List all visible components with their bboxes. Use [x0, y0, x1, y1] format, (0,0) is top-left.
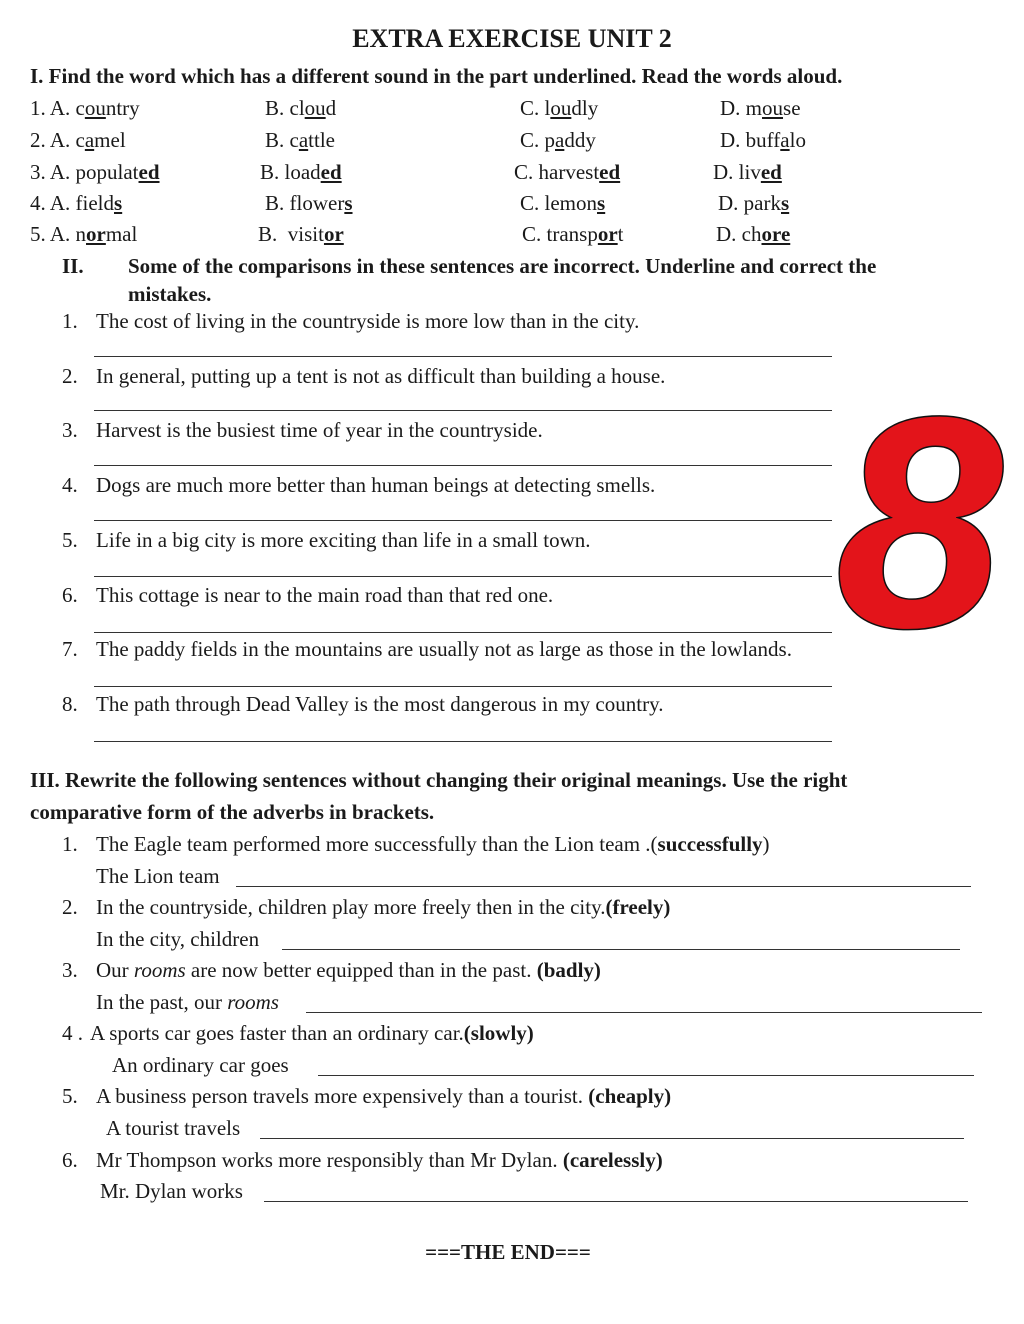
- list-item: 3.: [62, 958, 78, 982]
- option-c: C. loudly: [520, 96, 599, 120]
- adverb-hint: (freely): [605, 895, 671, 919]
- option-b: B. cattle: [265, 128, 335, 152]
- rewrite-prompt: In the city, children: [96, 927, 260, 951]
- question-row-3: 3. A. populated: [30, 160, 160, 184]
- list-item: 1.: [62, 832, 78, 856]
- sentence-text: The paddy fields in the mountains are usually not as large as those in the lowlands.: [96, 637, 792, 661]
- rewrite-prompt: The Lion team: [96, 864, 220, 888]
- section-2-number: II.: [62, 254, 84, 278]
- overlay-number-8: 8: [836, 354, 1003, 690]
- option-b: B. visitor: [258, 222, 344, 246]
- option-d: D. parks: [718, 191, 790, 215]
- section-2-heading-cont: mistakes.: [128, 282, 212, 306]
- page-title: EXTRA EXERCISE UNIT 2: [352, 24, 672, 53]
- adverb-hint: successfully: [657, 832, 763, 856]
- option-d: D. chore: [716, 222, 791, 246]
- option-d: D. mouse: [720, 96, 801, 120]
- list-item: 5.: [62, 1084, 78, 1108]
- sentence-text: Mr Thompson works more responsibly than Mr Dylan. (carelessly): [96, 1148, 663, 1172]
- list-item: 4.: [62, 473, 78, 497]
- rewrite-prompt: An ordinary car goes: [112, 1053, 289, 1077]
- list-item: 6.: [62, 1148, 78, 1172]
- answer-line[interactable]: [94, 741, 832, 742]
- list-item: 2.: [62, 364, 78, 388]
- list-item: 5.: [62, 528, 78, 552]
- sentence-text: The path through Dead Valley is the most dangerous in my country.: [96, 692, 664, 716]
- answer-line[interactable]: [94, 465, 832, 466]
- sentence-text: Dogs are much more better than human beings at detecting smells.: [96, 473, 656, 497]
- answer-line[interactable]: [94, 520, 832, 521]
- sentence-text: Harvest is the busiest time of year in the countryside.: [96, 418, 543, 442]
- sentence-text: The Eagle team performed more successfully than the Lion team .(successfully): [96, 832, 770, 856]
- option-c: C. harvested: [514, 160, 621, 184]
- option-b: B. cloud: [265, 96, 337, 120]
- rewrite-prompt: In the past, our rooms: [96, 990, 279, 1014]
- option-d: D. lived: [713, 160, 782, 184]
- option-c: C. paddy: [520, 128, 596, 152]
- answer-line[interactable]: [94, 410, 832, 411]
- answer-line[interactable]: [318, 1075, 974, 1076]
- sentence-text: In the countryside, children play more freely then in the city.(freely): [96, 895, 671, 919]
- adverb-hint: (badly): [536, 958, 601, 982]
- sentence-text: A sports car goes faster than an ordinary car.(slowly): [90, 1021, 534, 1045]
- option-b: B. loaded: [260, 160, 342, 184]
- question-row-1: 1. A. country: [30, 96, 140, 120]
- list-item: 2.: [62, 895, 78, 919]
- list-item: 3.: [62, 418, 78, 442]
- list-item: 8.: [62, 692, 78, 716]
- question-row-2: 2. A. camel: [30, 128, 126, 152]
- option-b: B. flowers: [265, 191, 353, 215]
- answer-line[interactable]: [282, 949, 960, 950]
- answer-line[interactable]: [94, 632, 832, 633]
- answer-line[interactable]: [94, 576, 832, 577]
- list-item: 1.: [62, 309, 78, 333]
- list-item: 6.: [62, 583, 78, 607]
- sentence-text: Our rooms are now better equipped than in the past. (badly): [96, 958, 601, 982]
- adverb-hint: (carelessly): [562, 1148, 663, 1172]
- sentence-text: This cottage is near to the main road than that red one.: [96, 583, 554, 607]
- answer-line[interactable]: [236, 886, 971, 887]
- section-3-heading: III. Rewrite the following sentences without changing their original meanings. Use the right: [30, 768, 848, 792]
- adverb-hint: (slowly): [463, 1021, 534, 1045]
- answer-line[interactable]: [306, 1012, 982, 1013]
- question-row-4: 4. A. fields: [30, 191, 123, 215]
- answer-line[interactable]: [94, 686, 832, 687]
- footer-the-end: ===THE END===: [425, 1240, 591, 1264]
- sentence-text: The cost of living in the countryside is more low than in the city.: [96, 309, 640, 333]
- rewrite-prompt: A tourist travels: [106, 1116, 241, 1140]
- list-item: 7.: [62, 637, 78, 661]
- sentence-text: In general, putting up a tent is not as difficult than building a house.: [96, 364, 666, 388]
- option-d: D. buffalo: [720, 128, 806, 152]
- section-3-heading-cont: comparative form of the adverbs in brackets.: [30, 800, 435, 824]
- sentence-text: Life in a big city is more exciting than life in a small town.: [96, 528, 591, 552]
- answer-line[interactable]: [260, 1138, 964, 1139]
- answer-line[interactable]: [94, 356, 832, 357]
- answer-line[interactable]: [264, 1201, 968, 1202]
- rewrite-prompt: Mr. Dylan works: [100, 1179, 243, 1203]
- sentence-text: A business person travels more expensively than a tourist. (cheaply): [96, 1084, 672, 1108]
- adverb-hint: (cheaply): [588, 1084, 672, 1108]
- section-1-heading: I. Find the word which has a different sound in the part underlined. Read the words aloud.: [30, 64, 843, 88]
- question-row-5: 5. A. normal: [30, 222, 138, 246]
- option-c: C. lemons: [520, 191, 606, 215]
- section-2-heading: Some of the comparisons in these sentences are incorrect. Underline and correct the: [128, 254, 877, 278]
- option-c: C. transport: [522, 222, 624, 246]
- list-item: 4 .: [62, 1021, 83, 1045]
